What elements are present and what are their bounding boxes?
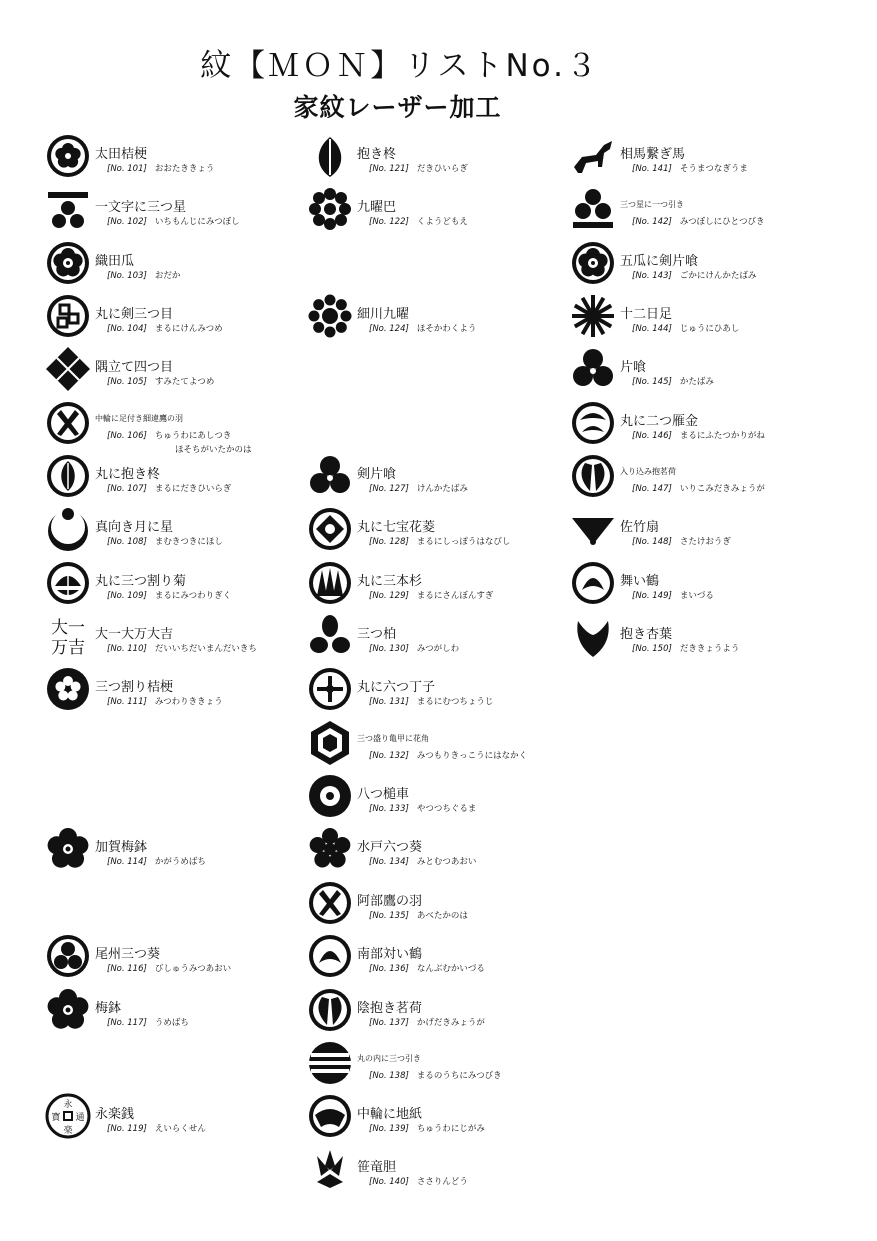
crest-reading: くようどもえ	[416, 217, 468, 227]
crest-reading: まるにしっぽうはなびし	[416, 537, 511, 547]
crest-number: [No. 131]	[369, 697, 409, 707]
crest-name: 阿部鷹の羽	[357, 894, 423, 909]
crest-number: [No. 140]	[369, 1177, 409, 1187]
crest-name: 丸に抱き柊	[95, 467, 161, 482]
crest-number: [No. 142]	[632, 217, 672, 227]
crest-reading: いちもんじにみつぼし	[154, 217, 240, 227]
crest-number: [No. 144]	[632, 324, 672, 334]
crest-reading: ささりんどう	[416, 1177, 468, 1187]
crest-entry	[45, 560, 315, 610]
crest-name: 抱き杏葉	[620, 627, 673, 642]
crest-reading: まるにむつちょうじ	[416, 697, 494, 707]
crest-meta	[107, 215, 240, 227]
myoga-ring-icon	[307, 987, 353, 1033]
crest-entry	[45, 346, 315, 396]
katabami-icon	[307, 453, 353, 499]
crest-reading: けんかたばみ	[416, 484, 468, 494]
crest-entry	[45, 666, 315, 716]
crest-number: [No. 133]	[369, 804, 409, 814]
crest-meta	[369, 1122, 485, 1134]
crest-number: [No. 146]	[632, 431, 672, 441]
crest-number: [No. 136]	[369, 964, 409, 974]
crest-name: 太田桔梗	[95, 147, 148, 162]
crest-name: 陰抱き茗荷	[357, 1001, 423, 1016]
crest-meta	[632, 589, 714, 601]
crest-entry	[307, 720, 577, 770]
crest-reading: まるにさんぼんすぎ	[416, 591, 494, 601]
crest-entry	[307, 880, 577, 930]
crest-entry	[307, 186, 577, 236]
crest-name: 笹竜胆	[357, 1160, 397, 1175]
crest-name: 入り込み抱茗荷	[620, 467, 676, 476]
crest-entry	[307, 1040, 577, 1090]
crest-reading: すみたてよつめ	[154, 377, 215, 387]
crest-number: [No. 111]	[107, 697, 147, 707]
crest-reading: かたばみ	[679, 377, 714, 387]
crest-reading: まるにふたつかりがね	[679, 431, 765, 441]
oda-mokko-icon	[45, 240, 91, 286]
crest-meta	[632, 162, 748, 174]
crest-number: [No. 134]	[369, 857, 409, 867]
ougi-icon	[570, 506, 616, 552]
crest-meta	[107, 589, 231, 601]
svg-text:寳: 寳	[51, 1113, 61, 1123]
crest-number: [No. 148]	[632, 537, 672, 547]
crest-entry	[570, 133, 840, 183]
crest-number: [No. 109]	[107, 591, 147, 601]
crest-entry	[570, 400, 840, 450]
crest-name: 剣片喰	[357, 467, 397, 482]
crest-number: [No. 107]	[107, 484, 147, 494]
crest-entry	[45, 933, 315, 983]
crest-number: [No. 110]	[107, 644, 147, 654]
crest-reading: さたけおうぎ	[679, 537, 731, 547]
crest-name: 佐竹扇	[620, 520, 660, 535]
crest-number: [No. 124]	[369, 324, 409, 334]
crest-meta	[369, 749, 527, 761]
crest-meta	[107, 1016, 189, 1028]
crest-reading: だいいちだいまんだいきち	[154, 644, 257, 654]
kikko-icon	[307, 720, 353, 766]
crest-reading: なんぶむかいづる	[416, 964, 485, 974]
crest-entry	[570, 453, 840, 503]
crest-reading: まむきつきにほし	[154, 537, 223, 547]
crest-meta	[632, 482, 765, 494]
crest-name: 一文字に三つ星	[95, 200, 187, 215]
crest-name: 丸の内に三つ引き	[357, 1054, 421, 1063]
crest-reading: ほそかわくよう	[416, 324, 477, 334]
crest-name: 三つ柏	[357, 627, 397, 642]
sasarindo-icon	[307, 1146, 353, 1192]
ichimonji-mitsuboshi-icon	[45, 186, 91, 232]
tsuru-ring-icon	[570, 560, 616, 606]
hiashi-icon	[570, 293, 616, 339]
crest-name: 三つ盛り亀甲に花角	[357, 734, 429, 743]
crest-entry	[570, 186, 840, 236]
crest-column-2	[307, 0, 577, 1241]
kikyo-ring-icon	[45, 133, 91, 179]
takanoha-ring-icon	[307, 880, 353, 926]
crest-name: 三つ星に一つ引き	[620, 200, 684, 209]
umebachi-icon	[45, 826, 91, 872]
karigane-ring-icon	[570, 400, 616, 446]
crest-meta	[369, 215, 468, 227]
crest-entry	[307, 133, 577, 183]
mitsuboshi-hitotsubiki-icon	[570, 186, 616, 232]
crest-reading: おだか	[154, 271, 181, 281]
crest-meta	[107, 269, 180, 281]
crest-entry	[307, 933, 577, 983]
crest-reading: かげだきみょうが	[416, 1018, 485, 1028]
hosokawa-kuyo-icon	[307, 293, 353, 339]
choji-ring-icon	[307, 666, 353, 712]
crest-meta	[632, 429, 765, 441]
crest-meta	[369, 642, 459, 654]
ken-mitsume-icon	[45, 293, 91, 339]
crest-number: [No. 103]	[107, 271, 147, 281]
crest-entry	[570, 560, 840, 610]
crest-number: [No. 128]	[369, 537, 409, 547]
crest-reading: やつつちぐるま	[416, 804, 477, 814]
crest-name: 隅立て四つ目	[95, 360, 174, 375]
crest-number: [No. 129]	[369, 591, 409, 601]
crest-number: [No. 149]	[632, 591, 672, 601]
crest-reading: まるのうちにみつびき	[416, 1071, 502, 1081]
crest-name: 十二日足	[620, 307, 673, 322]
shippo-ring-icon	[307, 506, 353, 552]
crest-meta	[369, 1016, 485, 1028]
svg-text:大一: 大一	[51, 618, 85, 638]
tsuru-ring-icon	[307, 933, 353, 979]
crest-meta	[632, 215, 765, 227]
crest-entry	[307, 293, 577, 343]
kuyo-tomoe-icon	[307, 186, 353, 232]
myoga-ring-icon	[570, 453, 616, 499]
crest-number: [No. 102]	[107, 217, 147, 227]
crest-number: [No. 104]	[107, 324, 147, 334]
page-subtitle: 家紋レーザー加工	[293, 93, 502, 122]
crest-number: [No. 137]	[369, 1018, 409, 1028]
crest-name: 水戸六つ葵	[357, 840, 423, 855]
moon-star-icon	[45, 506, 91, 552]
crest-reading: びしゅうみつあおい	[154, 964, 232, 974]
crest-meta	[107, 695, 223, 707]
crest-meta	[369, 162, 468, 174]
mitsugashiwa-icon	[307, 613, 353, 659]
crest-meta	[632, 642, 739, 654]
crest-entry	[307, 826, 577, 876]
crest-entry	[45, 826, 315, 876]
crest-reading: みつぼしにひとつびき	[679, 217, 765, 227]
crest-reading: かがうめばち	[154, 857, 206, 867]
crest-number: [No. 130]	[369, 644, 409, 654]
crest-name: 相馬繋ぎ馬	[620, 147, 686, 162]
crest-name: 五瓜に剣片喰	[620, 254, 699, 269]
crest-entry	[45, 133, 315, 183]
oda-mokko-icon	[570, 240, 616, 286]
crest-name: 南部対い鶴	[357, 947, 423, 962]
svg-text:楽: 楽	[63, 1126, 73, 1136]
crest-entry	[45, 240, 315, 290]
crest-name: 永楽銭	[95, 1107, 135, 1122]
crest-entry	[307, 560, 577, 610]
kiku-ring-icon	[45, 560, 91, 606]
crest-entry	[307, 1093, 577, 1143]
crest-name: 八つ槌車	[357, 787, 410, 802]
crest-number: [No. 114]	[107, 857, 147, 867]
crest-name: 九曜巴	[357, 200, 397, 215]
crest-meta	[632, 322, 739, 334]
crest-reading: まるにみつわりぎく	[154, 591, 232, 601]
crest-meta	[369, 909, 468, 921]
crest-entry	[45, 400, 315, 455]
umebachi-icon	[45, 987, 91, 1033]
crest-meta	[369, 855, 476, 867]
svg-text:永: 永	[63, 1100, 73, 1110]
crest-number: [No. 119]	[107, 1124, 147, 1134]
crest-entry	[45, 613, 315, 663]
crest-meta	[107, 855, 206, 867]
crest-name: 尾州三つ葵	[95, 947, 161, 962]
mito-aoi-icon	[307, 826, 353, 872]
crest-number: [No. 116]	[107, 964, 147, 974]
crest-name: 抱き柊	[357, 147, 397, 162]
mitsubiki-icon	[307, 1040, 353, 1086]
crest-number: [No. 138]	[369, 1071, 409, 1081]
crest-reading: だきひいらぎ	[416, 164, 468, 174]
crest-column-1	[45, 0, 315, 1241]
dakihiiragi-icon	[307, 133, 353, 179]
crest-reading: あべたかのは	[416, 911, 468, 921]
crest-name: 三つ割り桔梗	[95, 680, 174, 695]
crest-entry	[570, 506, 840, 556]
crest-meta	[369, 962, 485, 974]
crest-number: [No. 105]	[107, 377, 147, 387]
crest-entry	[307, 506, 577, 556]
crest-meta	[369, 695, 493, 707]
crest-meta	[369, 589, 493, 601]
crest-name: 舞い鶴	[620, 574, 660, 589]
crest-reading: おおたききょう	[154, 164, 215, 174]
crest-name: 片喰	[620, 360, 647, 375]
takanoha-ring-icon	[45, 400, 91, 446]
crest-meta	[107, 962, 231, 974]
crest-reading: みとむつあおい	[416, 857, 477, 867]
jigami-ring-icon	[307, 1093, 353, 1139]
crest-entry	[45, 506, 315, 556]
crest-name: 丸に剣三つ目	[95, 307, 174, 322]
crest-reading: だききょうよう	[679, 644, 740, 654]
crest-reading: まるにけんみつめ	[154, 324, 223, 334]
crest-entry	[45, 453, 315, 503]
crest-number: [No. 132]	[369, 751, 409, 761]
crest-meta	[107, 375, 214, 387]
crest-name: 細川九曜	[357, 307, 410, 322]
gyoyo-icon	[570, 613, 616, 659]
crest-meta	[369, 802, 476, 814]
crest-reading: じゅうにひあし	[679, 324, 740, 334]
crest-number: [No. 141]	[632, 164, 672, 174]
mitsuwari-kikyo-icon	[45, 666, 91, 712]
crest-number: [No. 121]	[369, 164, 409, 174]
crest-entry	[307, 987, 577, 1037]
page-title: 紋【ＭＯＮ】リストNo.３	[200, 48, 600, 84]
crest-name: 丸に三つ割り菊	[95, 574, 187, 589]
crest-number: [No. 145]	[632, 377, 672, 387]
crest-meta	[107, 322, 223, 334]
crest-meta	[107, 1122, 206, 1134]
crest-number: [No. 108]	[107, 537, 147, 547]
crest-meta	[632, 375, 714, 387]
crest-entry	[570, 240, 840, 290]
crest-number: [No. 117]	[107, 1018, 147, 1028]
crest-reading: みつわりききょう	[154, 697, 223, 707]
crest-name: 丸に三本杉	[357, 574, 423, 589]
crest-number: [No. 127]	[369, 484, 409, 494]
crest-name: 大一大万大吉	[95, 627, 174, 642]
crest-name: 中輪に足付き細違鷹の羽	[95, 414, 183, 423]
crest-meta	[107, 535, 223, 547]
horse-icon	[570, 133, 616, 179]
crest-entry	[307, 666, 577, 716]
crest-name: 丸に七宝花菱	[357, 520, 436, 535]
crest-entry	[570, 346, 840, 396]
crest-meta	[632, 269, 756, 281]
crest-reading: みつがしわ	[416, 644, 460, 654]
crest-meta	[107, 482, 231, 494]
crest-reading: みつもりきっこうにはなかく	[416, 751, 528, 761]
svg-text:通: 通	[75, 1113, 85, 1123]
crest-number: [No. 135]	[369, 911, 409, 921]
crest-reading: そうまつなぎうま	[679, 164, 748, 174]
crest-entry	[45, 293, 315, 343]
crest-reading: ちゅうわにあしつき	[154, 431, 232, 441]
crest-meta	[369, 322, 476, 334]
crest-reading: えいらくせん	[154, 1124, 206, 1134]
crest-name: 丸に二つ雁金	[620, 414, 699, 429]
crest-entry	[45, 987, 315, 1037]
crest-name: 真向き月に星	[95, 520, 174, 535]
katabami-icon	[570, 346, 616, 392]
sumitate-yotsume-icon	[45, 346, 91, 392]
crest-entry	[45, 186, 315, 236]
crest-entry	[307, 773, 577, 823]
crest-entry	[570, 613, 840, 663]
crest-reading: いりこみだきみょうが	[679, 484, 765, 494]
aoi-ring-icon	[45, 933, 91, 979]
daiichi-kanji-icon	[45, 613, 91, 659]
crest-number: [No. 143]	[632, 271, 672, 281]
crest-meta	[369, 535, 510, 547]
crest-name: 梅鉢	[95, 1001, 122, 1016]
crest-meta	[369, 482, 468, 494]
crest-number: [No. 139]	[369, 1124, 409, 1134]
crest-meta	[107, 642, 257, 654]
crest-name: 織田瓜	[95, 254, 135, 269]
crest-meta	[369, 1069, 502, 1081]
crest-reading: まるにだきひいらぎ	[154, 484, 232, 494]
crest-name: 中輪に地紙	[357, 1107, 423, 1122]
crest-meta	[632, 535, 731, 547]
crest-number: [No. 122]	[369, 217, 409, 227]
crest-number: [No. 106]	[107, 431, 147, 441]
crest-meta	[369, 1175, 468, 1187]
crest-entry	[307, 1146, 577, 1196]
crest-reading-continued: ほそちがいたかのは	[175, 445, 252, 455]
crest-entry	[307, 613, 577, 663]
crest-entry	[307, 453, 577, 503]
crest-name: 丸に六つ丁子	[357, 680, 436, 695]
crest-name: 加賀梅鉢	[95, 840, 148, 855]
tsuchiguruma-icon	[307, 773, 353, 819]
crest-number: [No. 150]	[632, 644, 672, 654]
crest-meta	[107, 162, 214, 174]
crest-column-3	[570, 0, 840, 1241]
svg-text:万吉: 万吉	[51, 638, 85, 658]
hiiragi-ring-icon	[45, 453, 91, 499]
eiraku-coin-icon	[45, 1093, 91, 1139]
sugi-ring-icon	[307, 560, 353, 606]
crest-reading: うめばち	[154, 1018, 189, 1028]
crest-entry	[570, 293, 840, 343]
crest-entry	[45, 1093, 315, 1143]
crest-reading: ちゅうわにじがみ	[416, 1124, 485, 1134]
crest-number: [No. 101]	[107, 164, 147, 174]
crest-reading: ごかにけんかたばみ	[679, 271, 757, 281]
crest-number: [No. 147]	[632, 484, 672, 494]
crest-meta	[107, 429, 231, 441]
crest-reading: まいづる	[679, 591, 714, 601]
